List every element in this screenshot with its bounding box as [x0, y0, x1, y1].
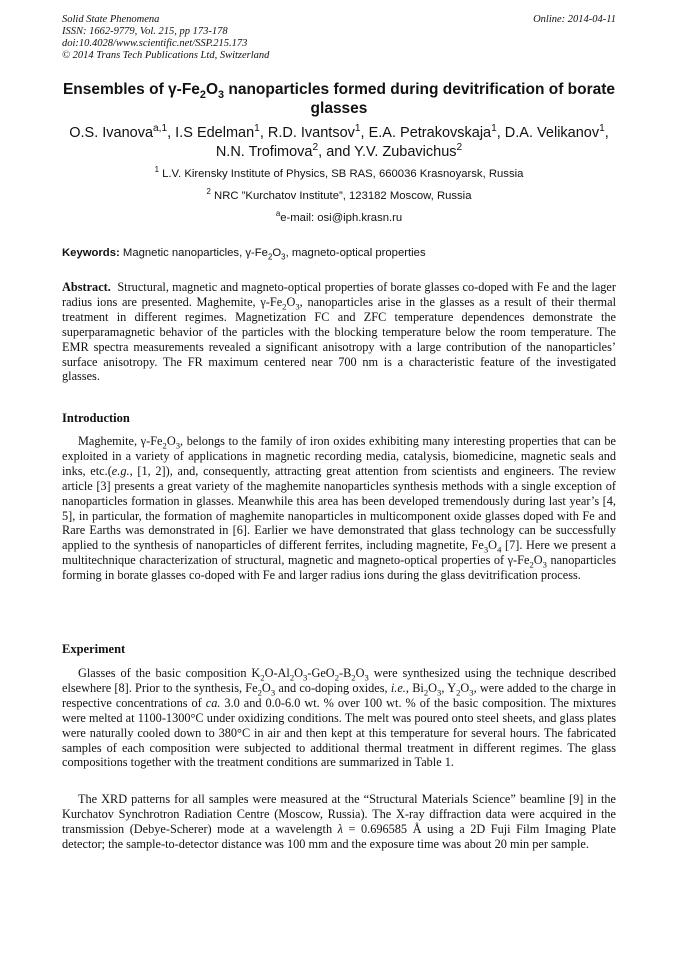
exp-sub: 2: [334, 672, 339, 683]
abstract: [62, 280, 620, 384]
intro-text: Maghemite, γ-Fe: [78, 434, 163, 448]
exp-text: Glasses of the basic composition K: [78, 666, 261, 680]
exp-text: The XRD patterns for all samples were measured at the “Structural Materials Science” beamline [9] in the Kurchatov Synchrotron Radiation Centre (Moscow, Russia). The X-ray diffraction data were acquired in the transmission (Debye-Scherer) mode at a wavelength: [62, 792, 616, 836]
abstract-text: Structural, magnetic and magneto-optical properties of borate glasses co-doped with Fe and the lager radius ions are presented. Maghemite, γ-Fe: [62, 280, 620, 309]
email-line: [62, 211, 616, 225]
exp-sub: 3: [469, 687, 474, 698]
intro-sub: 2: [162, 440, 167, 451]
keywords-text: O: [272, 247, 282, 259]
affiliation-sup: 1: [154, 165, 159, 175]
abstract-label: Abstract.: [62, 280, 111, 294]
intro-sub: 3: [542, 559, 547, 570]
author: , E.A. Petrakovskaja: [360, 125, 492, 141]
exp-text: O: [294, 666, 304, 680]
exp-sub: 3: [437, 687, 442, 698]
paper-title: [62, 80, 616, 118]
keywords: [62, 246, 616, 260]
doi-line: doi:10.4028/www.scientific.net/SSP.215.173: [62, 38, 248, 49]
email-text: e-mail: osi@iph.krasn.ru: [280, 212, 403, 224]
experiment-paragraph-1: [62, 666, 616, 770]
intro-text: [7]. Here we present a multitechnique characterization of structural, magnetic and magneto-optical properties of γ-Fe: [62, 538, 616, 568]
intro-text: O: [488, 538, 498, 553]
exp-text: were synthesized using the technique described elsewhere [8]. Prior to the synthesis, Fe: [62, 666, 617, 695]
exp-sub: 2: [456, 687, 461, 698]
affiliation-text: NRC ”Kurchatov Institute”, 123182 Moscow, Russia: [210, 190, 472, 202]
title-text: nanoparticles formed during devitrification of borate glasses: [224, 81, 616, 117]
exp-text: O: [428, 680, 438, 695]
intro-text: , belongs to the family of iron oxides exhibiting many interesting properties that can be exploited in a variety of applications in magnetic recording media, catalysis, biomedicine, magnetic seals and inks, etc.(: [62, 434, 616, 478]
title-text: O: [205, 81, 219, 98]
exp-text: -B: [339, 666, 352, 680]
author: , R.D. Ivantsov: [259, 125, 355, 141]
exp-text: , Y: [441, 680, 457, 695]
abstract-text: O: [286, 294, 296, 309]
journal-header: [62, 14, 616, 62]
journal-name: Solid State Phenomena: [62, 14, 160, 25]
affiliation-1: [62, 167, 616, 181]
exp-text: , were added to the charge in respective concentrations of: [62, 680, 617, 710]
intro-sub: 3: [175, 440, 181, 451]
author: O.S. Ivanova: [69, 125, 154, 141]
introduction-heading: Introduction: [62, 411, 130, 425]
author-sup: 1: [599, 123, 605, 135]
exp-text: 3.0 and 0.0-6.0 wt. % over 100 wt. % of the basic composition. The mixtures were melted at 1100-1300°C under oxidizing conditions. The melt was poured onto steel sheets, and glass plates were naturally cooled down to 380°C in air and then kept at this temperature for several hours. The fabricated samples of each composition were subjected to additional thermal treatment in different regimes. The glass compositions together with the treatment conditions are summarized in Table 1.: [62, 695, 617, 770]
author-sup: 2: [312, 142, 319, 154]
author-sup: a,1: [153, 123, 168, 135]
experiment-paragraph-2: [62, 792, 616, 852]
abstract-sub: 3: [295, 301, 300, 312]
exp-sub: 2: [351, 672, 356, 683]
affiliation-2: [62, 189, 616, 203]
online-date: Online: 2014-04-11: [533, 14, 616, 25]
exp-text: O: [261, 680, 271, 695]
keywords-sub: 2: [267, 252, 273, 262]
exp-sub: 3: [303, 672, 308, 683]
title-text: Ensembles of γ-Fe: [62, 81, 200, 98]
intro-sub: 2: [529, 559, 534, 570]
exp-italic: λ: [337, 821, 343, 836]
keywords-sub: 3: [281, 252, 286, 262]
exp-sub: 2: [260, 672, 265, 683]
intro-text: nanoparticles forming in borate glasses co-doped with Fe and larger radius ions during the glass devitrification process.: [62, 553, 617, 583]
exp-text: O-Al: [264, 666, 290, 680]
author-list: [62, 124, 616, 162]
affiliation-text: L.V. Kirensky Institute of Physics, SB RAS, 660036 Krasnoyarsk, Russia: [159, 168, 524, 180]
abstract-text: , nanoparticles arise in the glasses as a result of their thermal treatment in different regimes. Magnetization FC and ZFC temperature dependences demonstrate the superparamagnetic behavior of the particles with the blocking temperature below the room temperature. The EMR spectra measurements revealed a significant anisotropy with a large contribution of the nanoparticles’ surface anisotropy. The FR maximum centered near 700 nm is a characteristic feature of the investigated glasses.: [62, 294, 616, 384]
keywords-text: Magnetic nanoparticles, γ-Fe: [119, 247, 268, 259]
intro-text: O: [166, 434, 176, 448]
title-sub: 3: [218, 89, 225, 102]
exp-text: O: [355, 666, 365, 680]
author: , D.A. Velikanov: [496, 125, 600, 141]
exp-sub: 3: [270, 687, 276, 698]
author-sup: 2: [456, 142, 463, 154]
exp-text: = 0.696585 Å using a 2D Fuji Film Imaging Plate detector; the sample-to-detector distance was 100 mm and the exposure time was about 20 min per sample.: [62, 821, 616, 851]
affiliation-sup: 2: [206, 187, 211, 197]
intro-sub: 4: [497, 544, 502, 555]
exp-text: and co-doping oxides,: [275, 680, 391, 695]
intro-italic: e.g.: [111, 463, 130, 478]
author-sup: 1: [354, 123, 361, 135]
abstract-sub: 2: [282, 301, 287, 312]
intro-text: O: [533, 553, 543, 568]
exp-sub: 2: [257, 687, 262, 698]
issn-line: ISSN: 1662-9779, Vol. 215, pp 173-178: [62, 26, 228, 37]
introduction-paragraph: [62, 434, 616, 583]
exp-text: , Bi: [405, 680, 424, 695]
author-sup: 1: [254, 123, 260, 135]
exp-italic: ca.: [205, 695, 221, 710]
exp-sub: 3: [364, 672, 369, 683]
intro-sub: 3: [483, 544, 489, 555]
keywords-label: Keywords:: [62, 247, 120, 259]
author: , and Y.V. Zubavichus: [318, 144, 457, 160]
email-sup: a: [275, 209, 281, 219]
exp-italic: i.e.: [390, 680, 406, 695]
author-sup: 1: [491, 123, 497, 135]
copyright-line: © 2014 Trans Tech Publications Ltd, Switzerland: [62, 50, 270, 61]
experiment-heading: Experiment: [62, 642, 126, 656]
title-sub: 2: [199, 89, 206, 102]
keywords-text: , magneto-optical properties: [285, 247, 426, 259]
author: , N.N. Trofimova: [215, 125, 609, 160]
exp-text: O: [460, 680, 470, 695]
exp-sub: 2: [423, 687, 429, 698]
author: , I.S Edelman: [167, 125, 255, 141]
exp-sub: 2: [289, 672, 295, 683]
exp-text: -GeO: [307, 666, 335, 680]
intro-text: , [1, 2]), and, consequently, attracting great attention from scientists and engineers. The review article [3] presents a great variety of the maghemite nanoparticles synthesis methods with a single exception of nanoparticles formation in glasses. Meanwhile this area has been developed tremendously during last year’s [4, 5], in particular, the formation of maghemite nanoparticles in multicomponent oxide glasses doped with Fe and Rare Earths was demonstrated in [6]. Earlier we have demonstrated that glass technology can be successfully applied to the synthesis of nanoparticles of different ferrites, including magnetite, Fe: [62, 463, 616, 553]
